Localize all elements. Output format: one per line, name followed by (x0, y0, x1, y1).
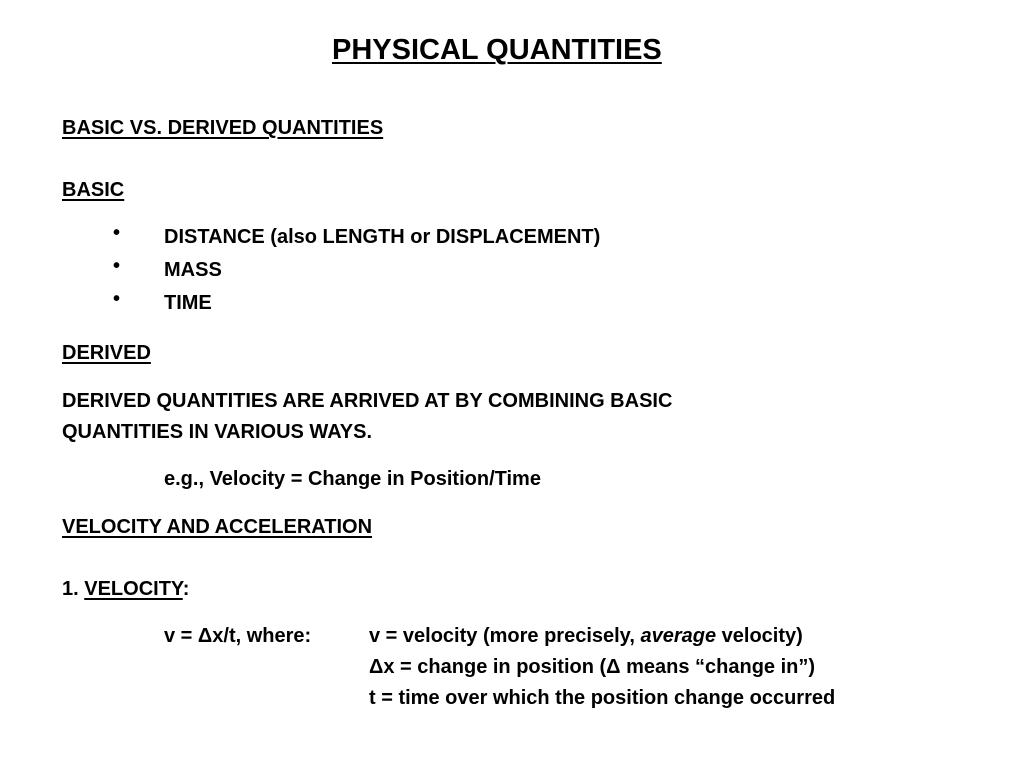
derived-heading: DERIVED (62, 342, 151, 364)
derived-example: e.g., Velocity = Change in Position/Time (164, 468, 541, 490)
def-v-italic: average (640, 625, 717, 647)
derived-description-line-1: DERIVED QUANTITIES ARE ARRIVED AT BY COMBINING BASIC (62, 390, 673, 412)
bullet-icon: • (113, 255, 121, 277)
velocity-formula: v = Δx/t, where: (164, 625, 312, 647)
velocity-label: VELOCITY (84, 578, 183, 600)
list-item-label: DISTANCE (also LENGTH or DISPLACEMENT) (164, 226, 601, 248)
basic-heading: BASIC (62, 179, 125, 201)
list-item-label: MASS (164, 259, 222, 281)
velocity-heading (62, 578, 189, 601)
def-v-suffix: velocity) (721, 625, 803, 647)
basic-vs-derived-heading: BASIC VS. DERIVED QUANTITIES (62, 117, 384, 139)
velocity-definition-t: t = time over which the position change occurred (369, 687, 836, 709)
velocity-definition-v (369, 625, 803, 648)
velocity-and-acceleration-heading: VELOCITY AND ACCELERATION (62, 516, 373, 538)
bullet-icon: • (113, 222, 121, 244)
velocity-definition-dx: Δx = change in position (Δ means “change in”) (369, 656, 816, 678)
page-title: PHYSICAL QUANTITIES (332, 34, 662, 66)
def-v-prefix: v = velocity (more precisely, (369, 625, 635, 647)
bullet-icon: • (113, 288, 121, 310)
velocity-number: 1. (62, 578, 79, 600)
list-item-label: TIME (164, 292, 212, 314)
derived-description-line-2: QUANTITIES IN VARIOUS WAYS. (62, 421, 373, 443)
velocity-colon: : (182, 578, 190, 600)
